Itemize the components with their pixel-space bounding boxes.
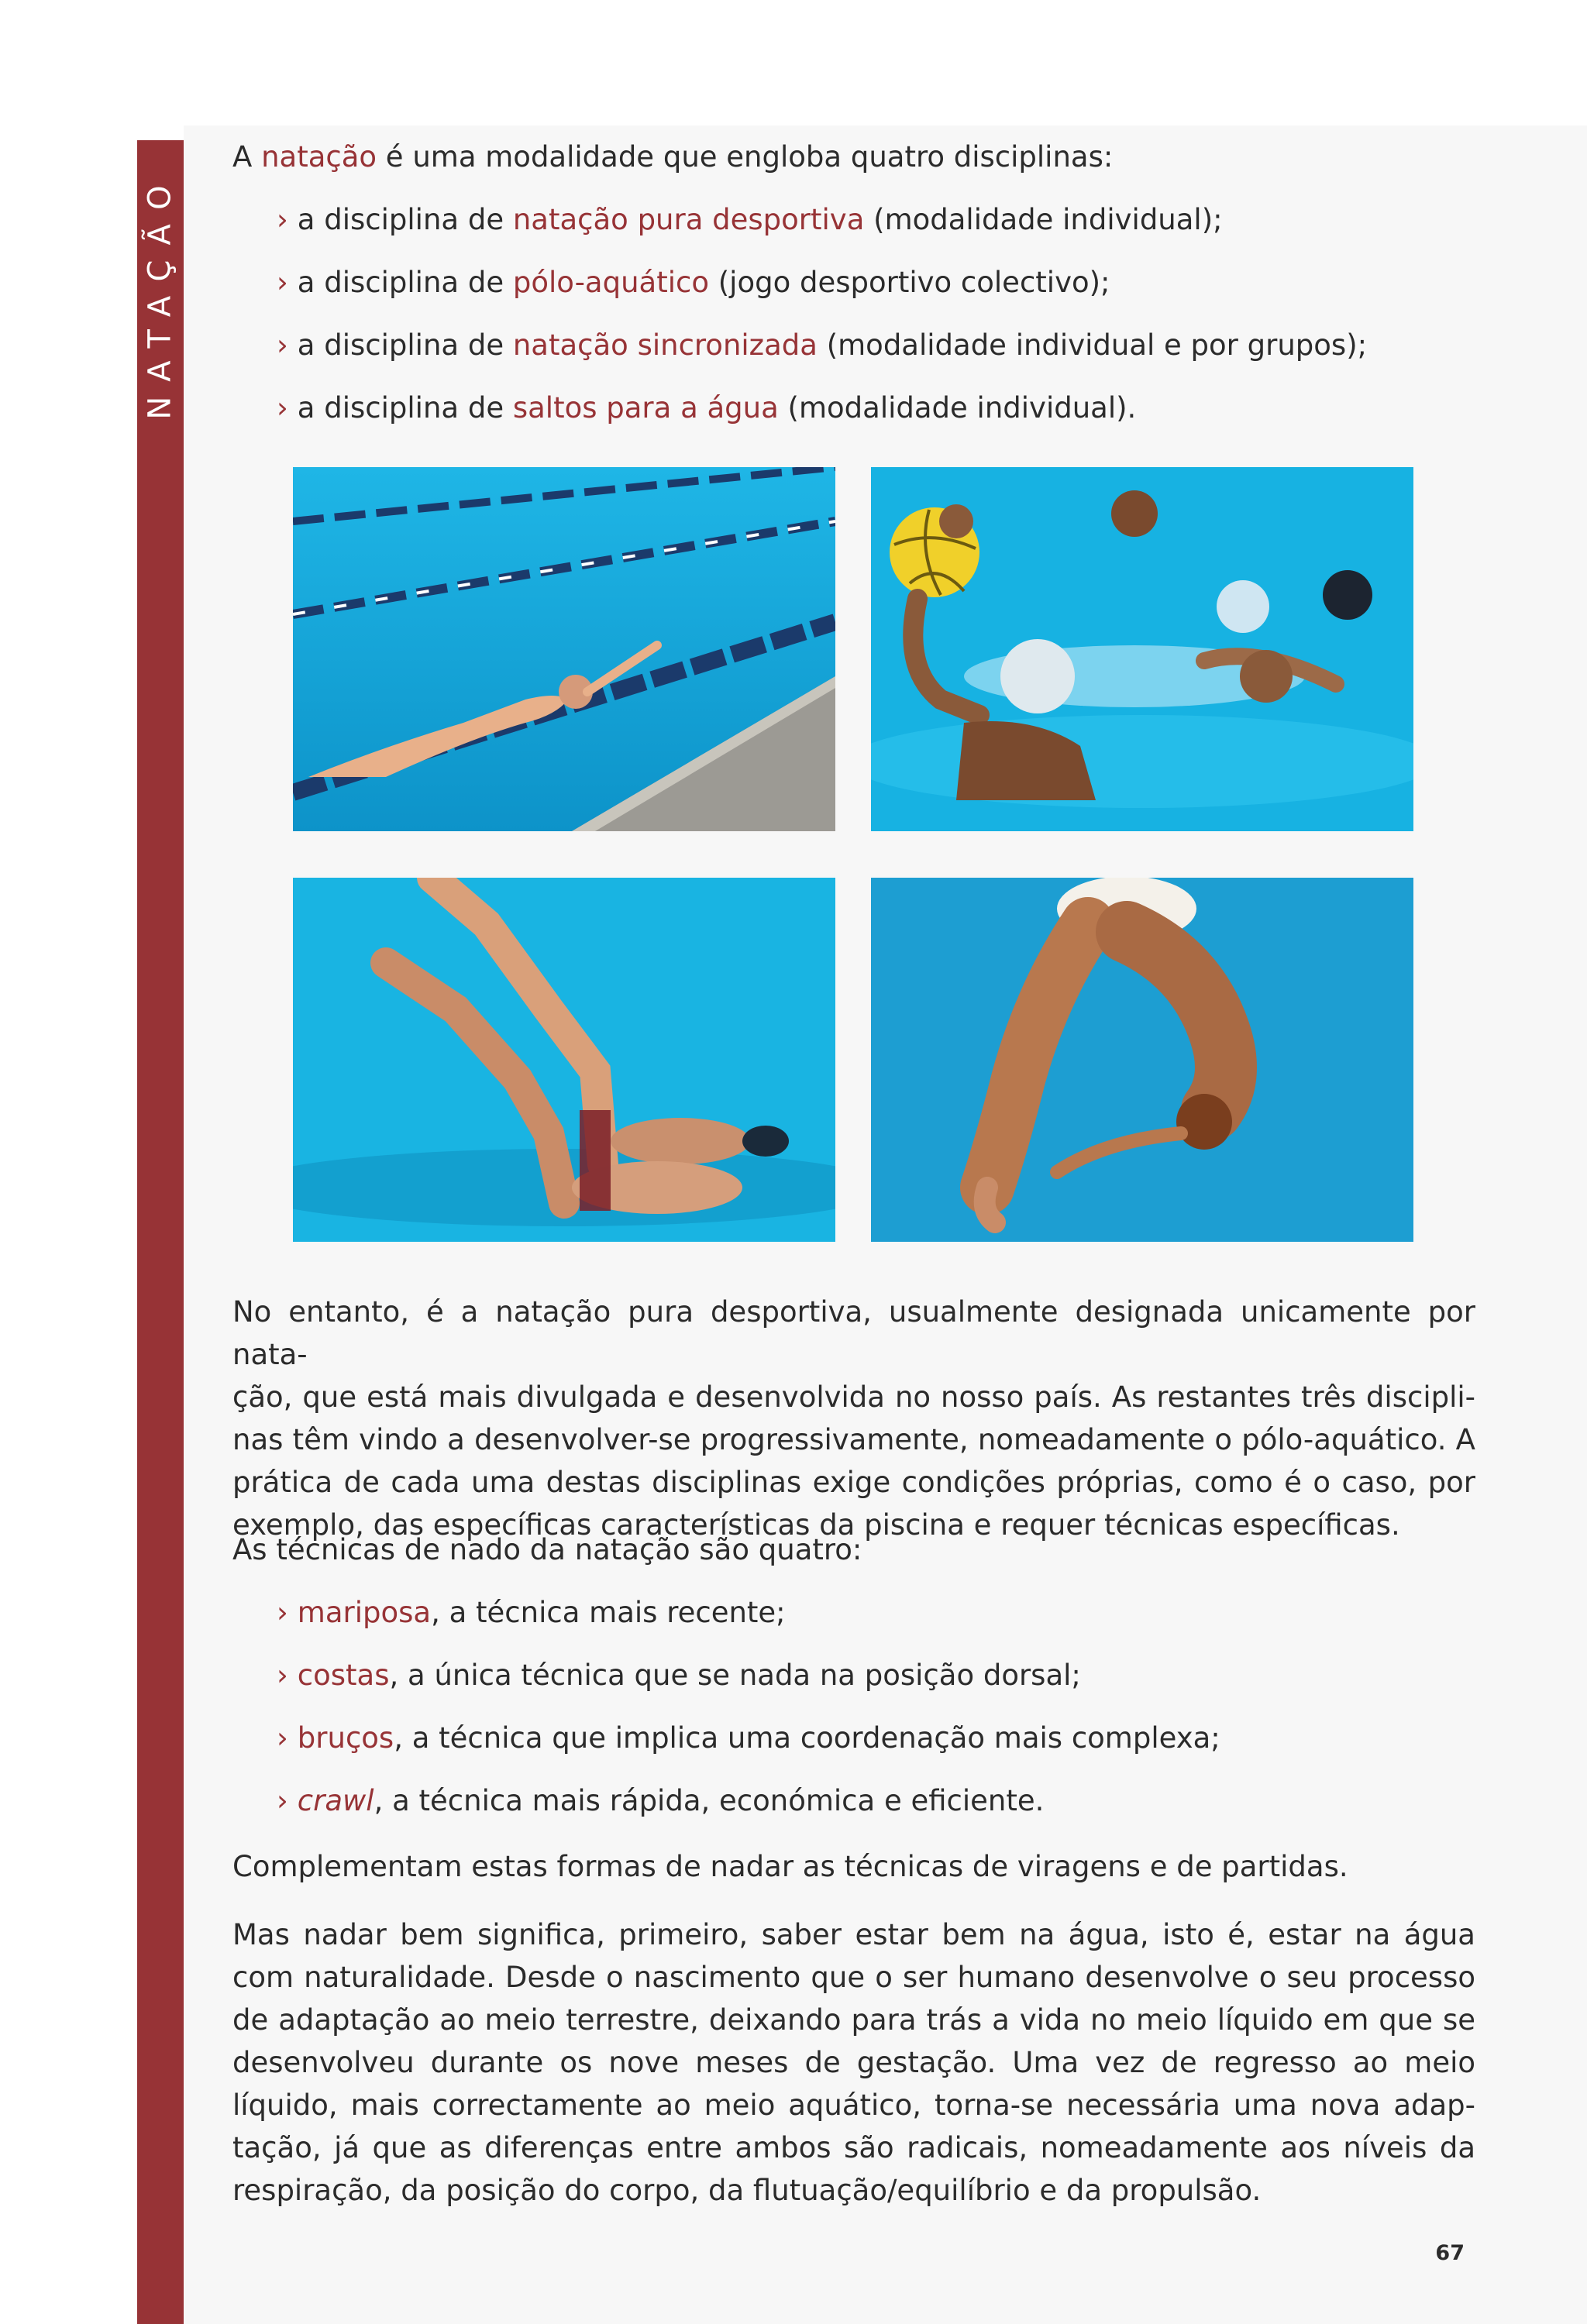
technique-name: mariposa bbox=[297, 1596, 432, 1629]
item-suffix: (modalidade individual); bbox=[864, 203, 1223, 236]
item-highlight: pólo-aquático bbox=[512, 266, 709, 299]
paragraph-2 bbox=[232, 1913, 1475, 2212]
paragraph-line: No entanto, é a natação pura desportiva, usualmente designada unicamente por nata- bbox=[232, 1295, 1475, 1371]
item-suffix: (modalidade individual e por grupos); bbox=[817, 328, 1368, 362]
bullet-chevron-icon: › bbox=[277, 203, 288, 236]
section-sidebar bbox=[137, 140, 184, 2324]
list-item bbox=[277, 325, 1475, 366]
paragraph-1 bbox=[232, 1291, 1475, 1546]
paragraph-line: respiração, da posição do corpo, da flutuação/equilíbrio e da propulsão. bbox=[232, 2174, 1262, 2207]
item-prefix: a disciplina de bbox=[297, 266, 513, 299]
bullet-chevron-icon: › bbox=[277, 391, 288, 425]
intro-suffix: é uma modalidade que engloba quatro disciplinas: bbox=[377, 140, 1114, 174]
paragraph-line: exemplo, das específicas características da piscina e requer técnicas específicas. bbox=[232, 1508, 1400, 1542]
diving-photo-icon bbox=[871, 878, 1413, 1242]
paragraph-line: Mas nadar bem significa, primeiro, saber estar bem na água, isto é, estar na água bbox=[232, 1918, 1475, 1951]
list-item bbox=[277, 1655, 1220, 1697]
techniques-list bbox=[277, 1592, 1220, 1843]
list-item bbox=[277, 262, 1475, 304]
diving-photo bbox=[871, 878, 1413, 1242]
bullet-chevron-icon: › bbox=[277, 328, 288, 362]
intro-sentence bbox=[232, 136, 1475, 178]
item-prefix: a disciplina de bbox=[297, 391, 513, 425]
paragraph-line: prática de cada uma destas disciplinas exige condições próprias, como é o caso, por bbox=[232, 1466, 1475, 1499]
list-item bbox=[277, 199, 1475, 241]
techniques-intro-text: As técnicas de nado da natação são quatro: bbox=[232, 1533, 862, 1566]
intro-highlight: natação bbox=[261, 140, 377, 174]
item-highlight: natação sincronizada bbox=[512, 328, 818, 362]
technique-description: , a única técnica que se nada na posição dorsal; bbox=[389, 1659, 1081, 1692]
complement-text: Complementam estas formas de nadar as técnicas de viragens e de partidas. bbox=[232, 1850, 1348, 1883]
disciplines-list bbox=[277, 199, 1475, 429]
section-label: NATAÇÃO bbox=[143, 170, 178, 420]
paragraph-line: ção, que está mais divulgada e desenvolvida no nosso país. As restantes três discipli- bbox=[232, 1380, 1475, 1414]
technique-name: costas bbox=[297, 1659, 390, 1692]
synchronized-swimming-photo bbox=[293, 878, 835, 1242]
technique-description: , a técnica que implica uma coordenação mais complexa; bbox=[394, 1721, 1220, 1755]
item-suffix: (jogo desportivo colectivo); bbox=[708, 266, 1110, 299]
list-item bbox=[277, 1717, 1220, 1759]
list-item bbox=[277, 1780, 1220, 1822]
page-number: 67 bbox=[1435, 2241, 1465, 2265]
water-polo-photo bbox=[871, 467, 1413, 831]
complement-paragraph bbox=[232, 1846, 1475, 1888]
paragraph-line: de adaptação ao meio terrestre, deixando para trás a vida no meio líquido em que se bbox=[232, 2003, 1475, 2037]
water-polo-photo-icon bbox=[871, 467, 1413, 831]
paragraph-line: tação, já que as diferenças entre ambos são radicais, nomeadamente aos níveis da bbox=[232, 2131, 1475, 2164]
technique-description: , a técnica mais recente; bbox=[431, 1596, 786, 1629]
intro-block bbox=[232, 136, 1475, 429]
technique-name: bruços bbox=[297, 1721, 394, 1755]
paragraph-line: desenvolveu durante os nove meses de gestação. Uma vez de regresso ao meio bbox=[232, 2046, 1475, 2079]
bullet-chevron-icon: › bbox=[277, 1784, 288, 1817]
item-prefix: a disciplina de bbox=[297, 203, 513, 236]
technique-description: , a técnica mais rápida, económica e eficiente. bbox=[374, 1784, 1045, 1817]
swimmer-photo-icon bbox=[293, 467, 835, 831]
bullet-chevron-icon: › bbox=[277, 1659, 288, 1692]
section-label-wrap bbox=[137, 140, 184, 450]
synchronized-swimming-photo-icon bbox=[293, 878, 835, 1242]
techniques-intro bbox=[232, 1529, 1475, 1571]
item-highlight: saltos para a água bbox=[512, 391, 779, 425]
item-highlight: natação pura desportiva bbox=[512, 203, 865, 236]
swimmer-photo bbox=[293, 467, 835, 831]
intro-prefix: A bbox=[232, 140, 262, 174]
list-item bbox=[277, 1592, 1220, 1634]
paragraph-line: nas têm vindo a desenvolver-se progressivamente, nomeadamente o pólo-aquático. A bbox=[232, 1423, 1475, 1456]
bullet-chevron-icon: › bbox=[277, 1721, 288, 1755]
bullet-chevron-icon: › bbox=[277, 1596, 288, 1629]
item-suffix: (modalidade individual). bbox=[778, 391, 1137, 425]
paragraph-line: com naturalidade. Desde o nascimento que o ser humano desenvolve o seu processo bbox=[232, 1961, 1475, 1994]
list-item bbox=[277, 387, 1475, 429]
paragraph-line: líquido, mais correctamente ao meio aquático, torna-se necessária uma nova adap- bbox=[232, 2089, 1475, 2122]
bullet-chevron-icon: › bbox=[277, 266, 288, 299]
item-prefix: a disciplina de bbox=[297, 328, 513, 362]
photo-grid bbox=[293, 467, 1413, 1242]
technique-name: crawl bbox=[297, 1784, 374, 1817]
